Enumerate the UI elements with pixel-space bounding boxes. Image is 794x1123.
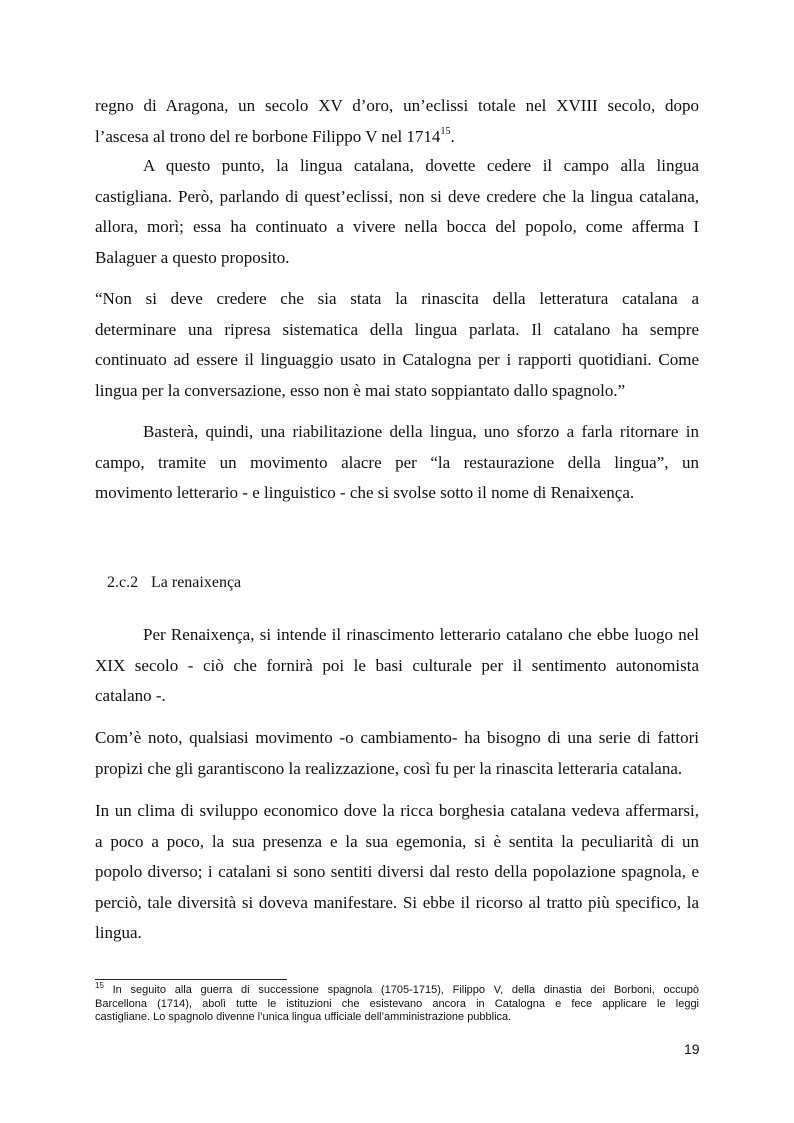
page-number: 19 <box>684 1041 700 1057</box>
section-title: La renaixença <box>151 574 242 591</box>
text-line: “Non si deve credere che sia stata la rinascita della letteratura catalana a <box>95 289 699 308</box>
text-line: campo, tramite un movimento alacre per “la restaurazione della lingua”, un <box>95 452 699 472</box>
footnote-line: Barcellona (1714), abolì tutte le istituzioni che esistevano ancora in Catalogna e fece applicare le leggi <box>95 997 699 1010</box>
text-line: determinare una ripresa sistematica della lingua parlata. Il catalano ha sempre <box>95 319 699 339</box>
text-line: Basterà, quindi, una riabilitazione della lingua, uno sforzo a farla ritornare in <box>143 422 699 441</box>
text-line: propizi che gli garantiscono la realizzazione, così fu per la rinascita letteraria catalana. <box>95 758 683 778</box>
text-line: l’ascesa al trono del re borbone Filippo V nel 1714$^{15}$. <box>95 125 455 146</box>
text-line: Balaguer a questo proposito. <box>95 247 290 267</box>
text-line: continuato ad essere il linguaggio usato in Catalogna per i rapporti quotidiani. Come <box>95 350 699 369</box>
section-heading <box>107 574 241 592</box>
text-line: allora, morì; essa ha continuato a vivere nella bocca del popolo, come afferma I <box>95 217 699 236</box>
text-line: movimento letterario - e linguistico - che si svolse sotto il nome di Renaixença. <box>95 483 635 502</box>
footnote-reference: 15 <box>440 125 451 137</box>
text-line: lingua per la conversazione, esso non è mai stato soppiantato dallo spagnolo.” <box>95 380 626 400</box>
footnote <box>95 981 699 1025</box>
footnote-line: castigliane. Lo spagnolo divenne l’unica lingua ufficiale dell’amministrazione pubblica. <box>95 1011 512 1023</box>
footnote-separator <box>95 979 287 980</box>
text-line: a poco a poco, la sua presenza e la sua egemonia, si è sentita la peculiarità di un <box>95 831 699 851</box>
text-line: XIX secolo - ciò che fornirà poi le basi culturale per il sentimento autonomista <box>95 655 699 675</box>
paragraph-4 <box>95 417 699 509</box>
quotation-paragraph <box>95 284 699 406</box>
text-line: perciò, tale diversità si doveva manifestare. Si ebbe il ricorso al tratto più specifico, la <box>95 892 699 912</box>
text-line: Per Renaixença, si intende il rinascimento letterario catalano che ebbe luogo nel <box>143 625 699 644</box>
footnote-number: 15 <box>95 981 104 990</box>
paragraph-5 <box>95 620 699 712</box>
section-number: 2.c.2 <box>107 574 139 591</box>
paragraph-1 <box>95 91 699 152</box>
paragraph-7 <box>95 796 699 949</box>
text-line: catalano -. <box>95 686 166 705</box>
paragraph-2 <box>95 151 699 273</box>
text-line: popolo diverso; i catalani si sono sentiti diversi dal resto della popolazione spagnola, e <box>95 862 699 881</box>
text-line: A questo punto, la lingua catalana, dovette cedere il campo alla lingua <box>143 156 699 175</box>
text-line: Com’è noto, qualsiasi movimento -o cambiamento- ha bisogno di una serie di fattori <box>95 728 699 747</box>
paragraph-6 <box>95 723 699 784</box>
footnote-line: $^{15}$ In seguito alla guerra di successione spagnola (1705-1715), Filippo V, della dinastia dei Borboni, occupò <box>95 981 699 996</box>
text-line: regno di Aragona, un secolo XV d’oro, un’eclissi totale nel XVIII secolo, dopo <box>95 96 699 115</box>
text-line: castigliana. Però, parlando di quest’eclissi, non si deve credere che la lingua catalana, <box>95 186 699 206</box>
text-line: lingua. <box>95 923 142 942</box>
text-line: In un clima di sviluppo economico dove la ricca borghesia catalana vedeva affermarsi, <box>95 801 699 820</box>
